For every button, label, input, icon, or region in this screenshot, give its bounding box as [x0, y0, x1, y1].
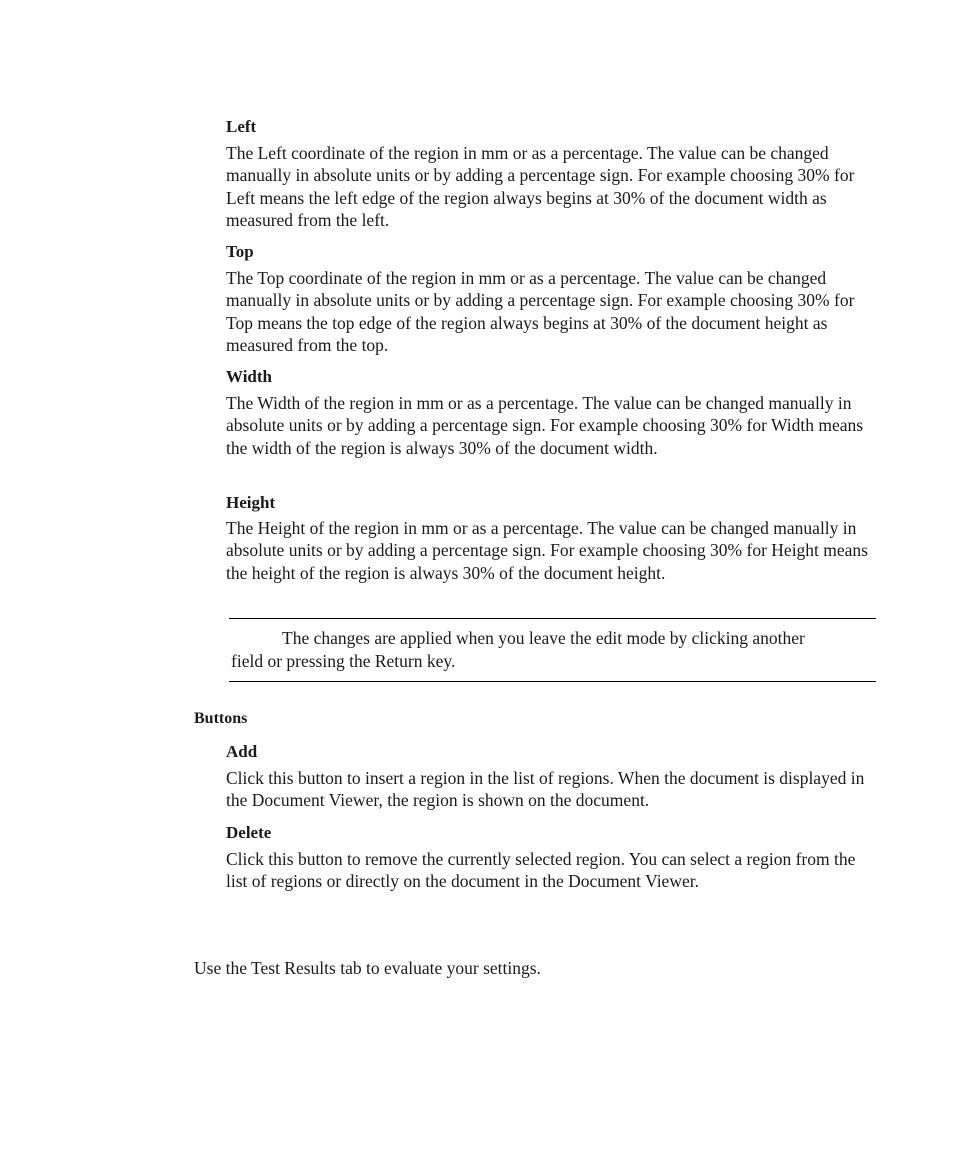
button-term-delete: Delete: [226, 823, 272, 842]
field-term-top: Top: [226, 242, 254, 261]
field-description-height: The Height of the region in mm or as a percentage. The value can be changed manually in absolute units or by adding a percentage sign. For example choosing 30% for Height means the height of the region is always 30% of the document height.: [226, 518, 868, 583]
field-term-left: Left: [226, 117, 257, 136]
section-heading-buttons: Buttons: [194, 710, 248, 727]
button-description-delete: Click this button to remove the currently selected region. You can select a region from the list of regions or directly on the document in the Document Viewer.: [226, 849, 856, 892]
field-description-width: The Width of the region in mm or as a percentage. The value can be changed manually in absolute units or by adding a percentage sign. For example choosing 30% for Width means the width of the region is always 30% of the document width.: [226, 393, 864, 458]
footer-text: Use the Test Results tab to evaluate your settings.: [194, 958, 541, 978]
button-term-add: Add: [226, 742, 258, 761]
field-term-height: Height: [226, 493, 276, 512]
field-description-left: The Left coordinate of the region in mm or as a percentage. The value can be changed manually in absolute units or by adding a percentage sign. For example choosing 30% for Left means the left edge of the region always begins at 30% of the document width as measured from the left.: [226, 143, 855, 230]
note-text: The changes are applied when you leave the edit mode by clicking another field or pressing the Return key.: [231, 628, 805, 671]
button-description-add: Click this button to insert a region in the list of regions. When the document is displayed in the Document Viewer, the region is shown on the document.: [226, 768, 865, 811]
field-term-width: Width: [226, 367, 272, 386]
field-description-top: The Top coordinate of the region in mm or as a percentage. The value can be changed manually in absolute units or by adding a percentage sign. For example choosing 30% for Top means the top edge of the region always begins at 30% of the document height as measured from the top.: [226, 268, 855, 355]
note-box: [229, 618, 876, 682]
